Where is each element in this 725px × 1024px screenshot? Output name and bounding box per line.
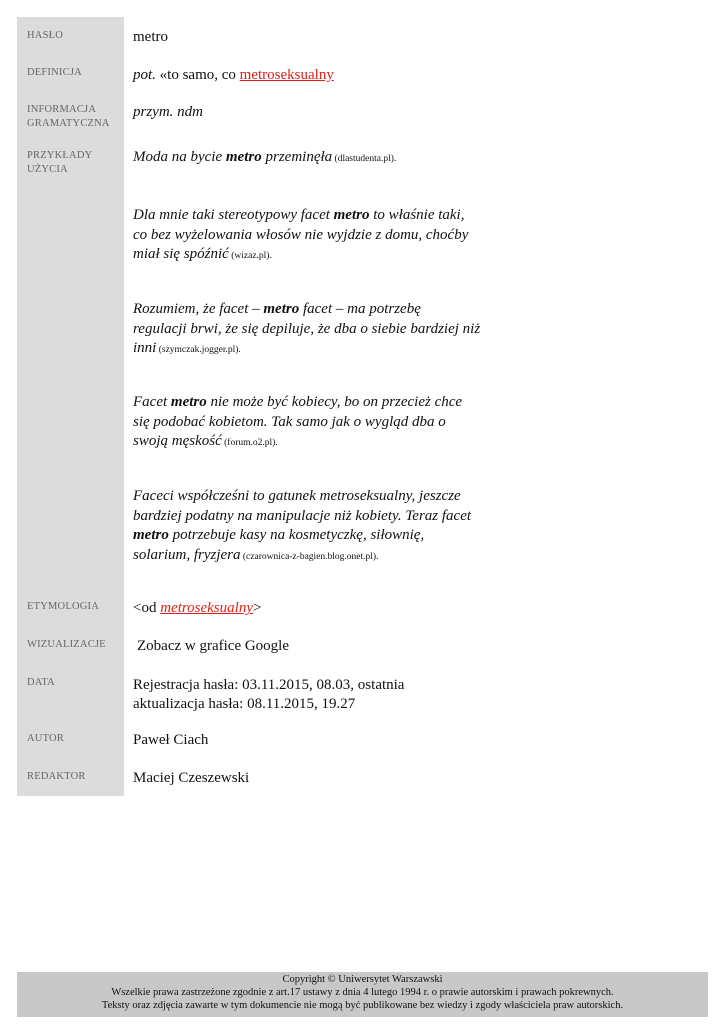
- etymology-open: <od: [133, 600, 161, 616]
- footer-line-2: Wszelkie prawa zastrzeżone zgodnie z art.17 ustawy z dnia 4 lutego 1994 r. o prawie autorskim i prawach pokrewnych.: [111, 987, 614, 998]
- google-images-link[interactable]: Zobacz w grafice Google: [137, 638, 290, 654]
- date-line-1: Rejestracja hasła: 03.11.2015, 08.03, ostatnia: [133, 677, 405, 693]
- example-text: Facet: [133, 394, 171, 410]
- example-text: Dla mnie taki stereotypowy facet: [133, 207, 334, 223]
- label-informacja: [27, 103, 110, 131]
- example-source: (dlastudenta.pl).: [332, 154, 397, 164]
- example-text: się podobać kobietom. Tak samo jak o wygląd dba o: [133, 413, 446, 430]
- label-informacja-line2: GRAMATYCZNA: [27, 118, 110, 129]
- etymology: [133, 599, 261, 618]
- example-keyword: metro: [225, 149, 262, 165]
- footer-line-1: Copyright © Uniwersytet Warszawski: [282, 974, 443, 985]
- example-source: (forum.o2.pl).: [221, 438, 278, 448]
- example-source: (wizaz.pl).: [228, 251, 272, 261]
- definition: [133, 66, 334, 85]
- label-wizualizacje: WIZUALIZACJE: [27, 639, 106, 650]
- example-keyword: metro: [263, 301, 300, 317]
- usage-example-1: [133, 148, 396, 170]
- example-text: swoją męskość: [133, 433, 222, 449]
- example-text: Faceci współcześni to gatunek metroseksualny, jeszcze: [133, 488, 461, 504]
- example-keyword: metro: [133, 527, 169, 543]
- label-przyklady-line1: PRZYKŁADY: [27, 150, 93, 161]
- label-przyklady-line2: UŻYCIA: [27, 164, 68, 175]
- footer-line-3: Teksty oraz zdjęcia zawarte w tym dokumencie nie mogą być publikowane bez wiedzy i zgody właściciela praw autorskich.: [101, 1000, 624, 1011]
- definition-link[interactable]: metroseksualny: [239, 67, 334, 83]
- usage-example-3: [133, 300, 480, 361]
- label-definicja: DEFINICJA: [27, 67, 82, 78]
- example-keyword: metro: [333, 207, 370, 223]
- example-source: (szymczak.jogger.pl).: [156, 345, 241, 355]
- author-name: Paweł Ciach: [133, 732, 209, 748]
- copyright-footer: [17, 972, 708, 1017]
- definition-qualifier: pot.: [133, 67, 156, 83]
- example-source: (czarownica-z-bagien.blog.onet.pl).: [240, 551, 379, 562]
- example-text: to właśnie taki,: [369, 207, 465, 223]
- etymology-close: >: [252, 600, 262, 616]
- example-text: nie może być kobiecy, bo on przecież chce: [206, 394, 463, 410]
- label-przyklady: [27, 149, 92, 177]
- example-text: przeminęła: [261, 149, 333, 165]
- example-text: co bez wyżelowania włosów nie wyjdzie z domu, choćby: [133, 226, 469, 243]
- label-data: DATA: [27, 677, 55, 688]
- example-text: miał się spóźnić: [133, 246, 229, 262]
- example-text: facet – ma potrzebę: [299, 301, 421, 317]
- example-text: inni: [133, 340, 157, 356]
- etymology-link[interactable]: metroseksualny: [160, 600, 253, 616]
- example-keyword: metro: [170, 394, 207, 410]
- usage-example-2: [133, 206, 468, 267]
- headword: metro: [133, 29, 168, 45]
- date-info: [133, 676, 404, 714]
- example-text: Rozumiem, że facet –: [133, 301, 264, 317]
- label-autor: AUTOR: [27, 733, 64, 744]
- usage-example-5: [133, 487, 471, 567]
- usage-example-4: [133, 393, 462, 454]
- label-redaktor: REDAKTOR: [27, 771, 86, 782]
- example-text: regulacji brwi, że się depiluje, że dba o siebie bardziej niż: [133, 320, 481, 337]
- label-etymologia: ETYMOLOGIA: [27, 601, 99, 612]
- example-text: potrzebuje kasy na kosmetyczkę, siłownię,: [168, 527, 425, 543]
- label-haslo: HASŁO: [27, 30, 64, 41]
- grammar-info: przym. ndm: [133, 104, 203, 120]
- example-text: Moda na bycie: [133, 149, 226, 165]
- definition-text: «to samo, co: [155, 67, 240, 83]
- label-informacja-line1: INFORMACJA: [27, 104, 97, 115]
- example-text: solarium, fryzjera: [133, 546, 241, 563]
- example-text: bardziej podatny na manipulacje niż kobiety. Teraz facet: [133, 507, 472, 524]
- editor-name: Maciej Czeszewski: [133, 770, 250, 786]
- date-line-2: aktualizacja hasła: 08.11.2015, 19.27: [133, 696, 356, 712]
